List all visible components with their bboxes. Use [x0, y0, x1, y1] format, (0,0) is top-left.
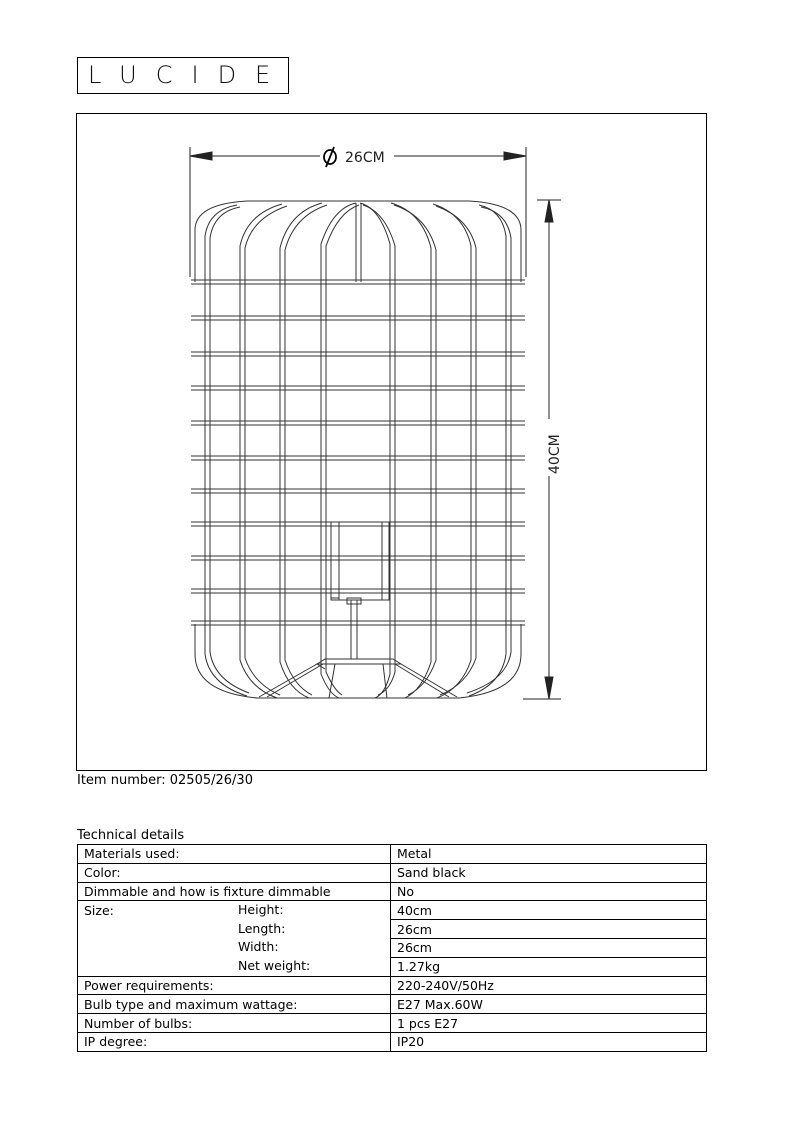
- spec-value: 1.27kg: [391, 957, 707, 976]
- spec-value: IP20: [391, 1032, 707, 1051]
- item-number-label: Item number:: [77, 773, 166, 788]
- spec-label-cell: [78, 1014, 391, 1033]
- spec-row: [78, 863, 707, 882]
- spec-label: Number of bulbs:: [84, 1015, 193, 1031]
- spec-label-cell: [78, 882, 391, 901]
- spec-value: E27 Max.60W: [391, 995, 707, 1014]
- spec-value: 220-240V/50Hz: [391, 976, 707, 995]
- spec-row: [78, 938, 707, 957]
- spec-label: Bulb type and maximum wattage:: [84, 996, 298, 1012]
- spec-label-cell: [78, 995, 391, 1014]
- spec-row: [78, 1032, 707, 1051]
- spec-label-cell: [78, 938, 391, 957]
- arrow-top: [545, 200, 553, 222]
- spec-row: [78, 995, 707, 1014]
- spec-value: 26cm: [391, 920, 707, 939]
- diameter-symbol: [324, 147, 336, 167]
- spec-value: No: [391, 882, 707, 901]
- technical-details-table: [77, 844, 707, 1052]
- spec-row: [78, 882, 707, 901]
- spec-label-cell: [78, 920, 391, 939]
- arrow-left: [190, 152, 212, 160]
- spec-sub-label: Net weight:: [238, 958, 311, 974]
- spec-label-cell: [78, 976, 391, 995]
- spec-sub-label: Width:: [238, 939, 279, 955]
- spec-label-cell: [78, 1032, 391, 1051]
- spec-row: [78, 901, 707, 920]
- lamp-drawing-svg: [77, 114, 708, 772]
- spec-value: 26cm: [391, 938, 707, 957]
- height-label: 40CM: [547, 434, 563, 474]
- spec-value: Metal: [391, 845, 707, 864]
- spec-row: [78, 976, 707, 995]
- spec-label-cell: [78, 901, 391, 920]
- technical-details-title: Technical details: [77, 828, 185, 843]
- spec-sub-label: Length:: [238, 920, 286, 936]
- item-number: [77, 773, 253, 788]
- spec-value: Sand black: [391, 863, 707, 882]
- spec-label: IP degree:: [84, 1034, 148, 1050]
- item-number-value: 02505/26/30: [169, 773, 253, 788]
- spec-label: Materials used:: [84, 846, 180, 862]
- cage-rings: [191, 280, 525, 625]
- spec-label-cell: [78, 845, 391, 864]
- spec-label: Color:: [84, 865, 121, 881]
- technical-drawing: [76, 113, 707, 771]
- spec-row: [78, 845, 707, 864]
- spec-row: [78, 920, 707, 939]
- spec-label-cell: [78, 957, 391, 976]
- spec-value: 40cm: [391, 901, 707, 920]
- spec-label: Dimmable and how is fixture dimmable: [84, 883, 331, 899]
- diameter-label: 26CM: [345, 150, 385, 166]
- spec-sub-label: Height:: [238, 902, 284, 918]
- brand-name: LUCIDE: [88, 61, 290, 89]
- spec-label: Power requirements:: [84, 977, 214, 993]
- spec-row: [78, 957, 707, 976]
- spec-label: Size:: [84, 903, 114, 919]
- bulb-holder: [331, 522, 389, 659]
- spec-value: 1 pcs E27: [391, 1014, 707, 1033]
- brand-logo: [77, 57, 289, 94]
- spec-label-cell: [78, 863, 391, 882]
- lamp-cage: [191, 201, 525, 698]
- arrow-right: [504, 152, 526, 160]
- spec-row: [78, 1014, 707, 1033]
- arrow-bottom: [545, 677, 553, 699]
